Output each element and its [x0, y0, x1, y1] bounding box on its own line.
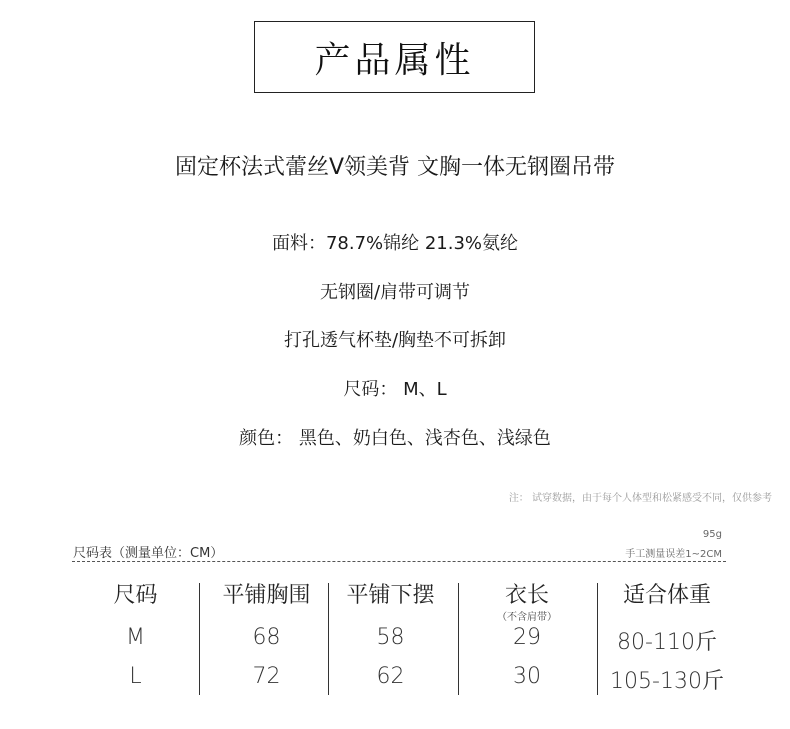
- table-cell: 80-110斤: [617, 630, 717, 655]
- attr-underwire: 无钢圈/肩带可调节: [319, 282, 471, 303]
- product-name: 固定杯法式蕾丝V领美背 文胸一体无钢圈吊带: [174, 155, 616, 180]
- measure-error-note: 手工测量误差1~2CM: [625, 549, 722, 560]
- table-cell: 68: [252, 625, 281, 650]
- table-cell: 105-130斤: [610, 669, 724, 694]
- table-cell: 30: [513, 664, 541, 689]
- header-size: 尺码: [113, 583, 158, 608]
- header-weight: 适合体重: [622, 583, 711, 608]
- weight-label: 95g: [702, 529, 722, 540]
- size-table-title: 尺码表（测量单位：CM）: [73, 546, 224, 561]
- attr-size: 尺码： M、L: [343, 379, 447, 400]
- page-title: 产品属性: [254, 21, 535, 93]
- fit-note: 注： 试穿数据，由于每个人体型和松紧感受不同，仅供参考: [508, 493, 772, 504]
- header-hem: 平铺下摆: [346, 583, 435, 608]
- table-cell: 62: [376, 664, 405, 689]
- attr-pad: 打孔透气杯垫/胸垫不可拆卸: [283, 330, 507, 351]
- attr-fabric: 面料：78.7%锦纶 21.3%氨纶: [271, 233, 519, 254]
- table-cell: 58: [376, 625, 405, 650]
- dashed-divider: [72, 561, 726, 562]
- header-length: 衣长: [504, 583, 549, 608]
- header-length-subnote: （不含肩带）: [497, 612, 557, 623]
- table-cell: 72: [252, 664, 281, 689]
- table-cell: L: [129, 664, 142, 689]
- table-cell: 29: [513, 625, 541, 650]
- header-bust: 平铺胸围: [222, 583, 311, 608]
- table-cell: M: [126, 625, 145, 650]
- attr-color: 颜色： 黑色、奶白色、浅杏色、浅绿色: [239, 428, 551, 449]
